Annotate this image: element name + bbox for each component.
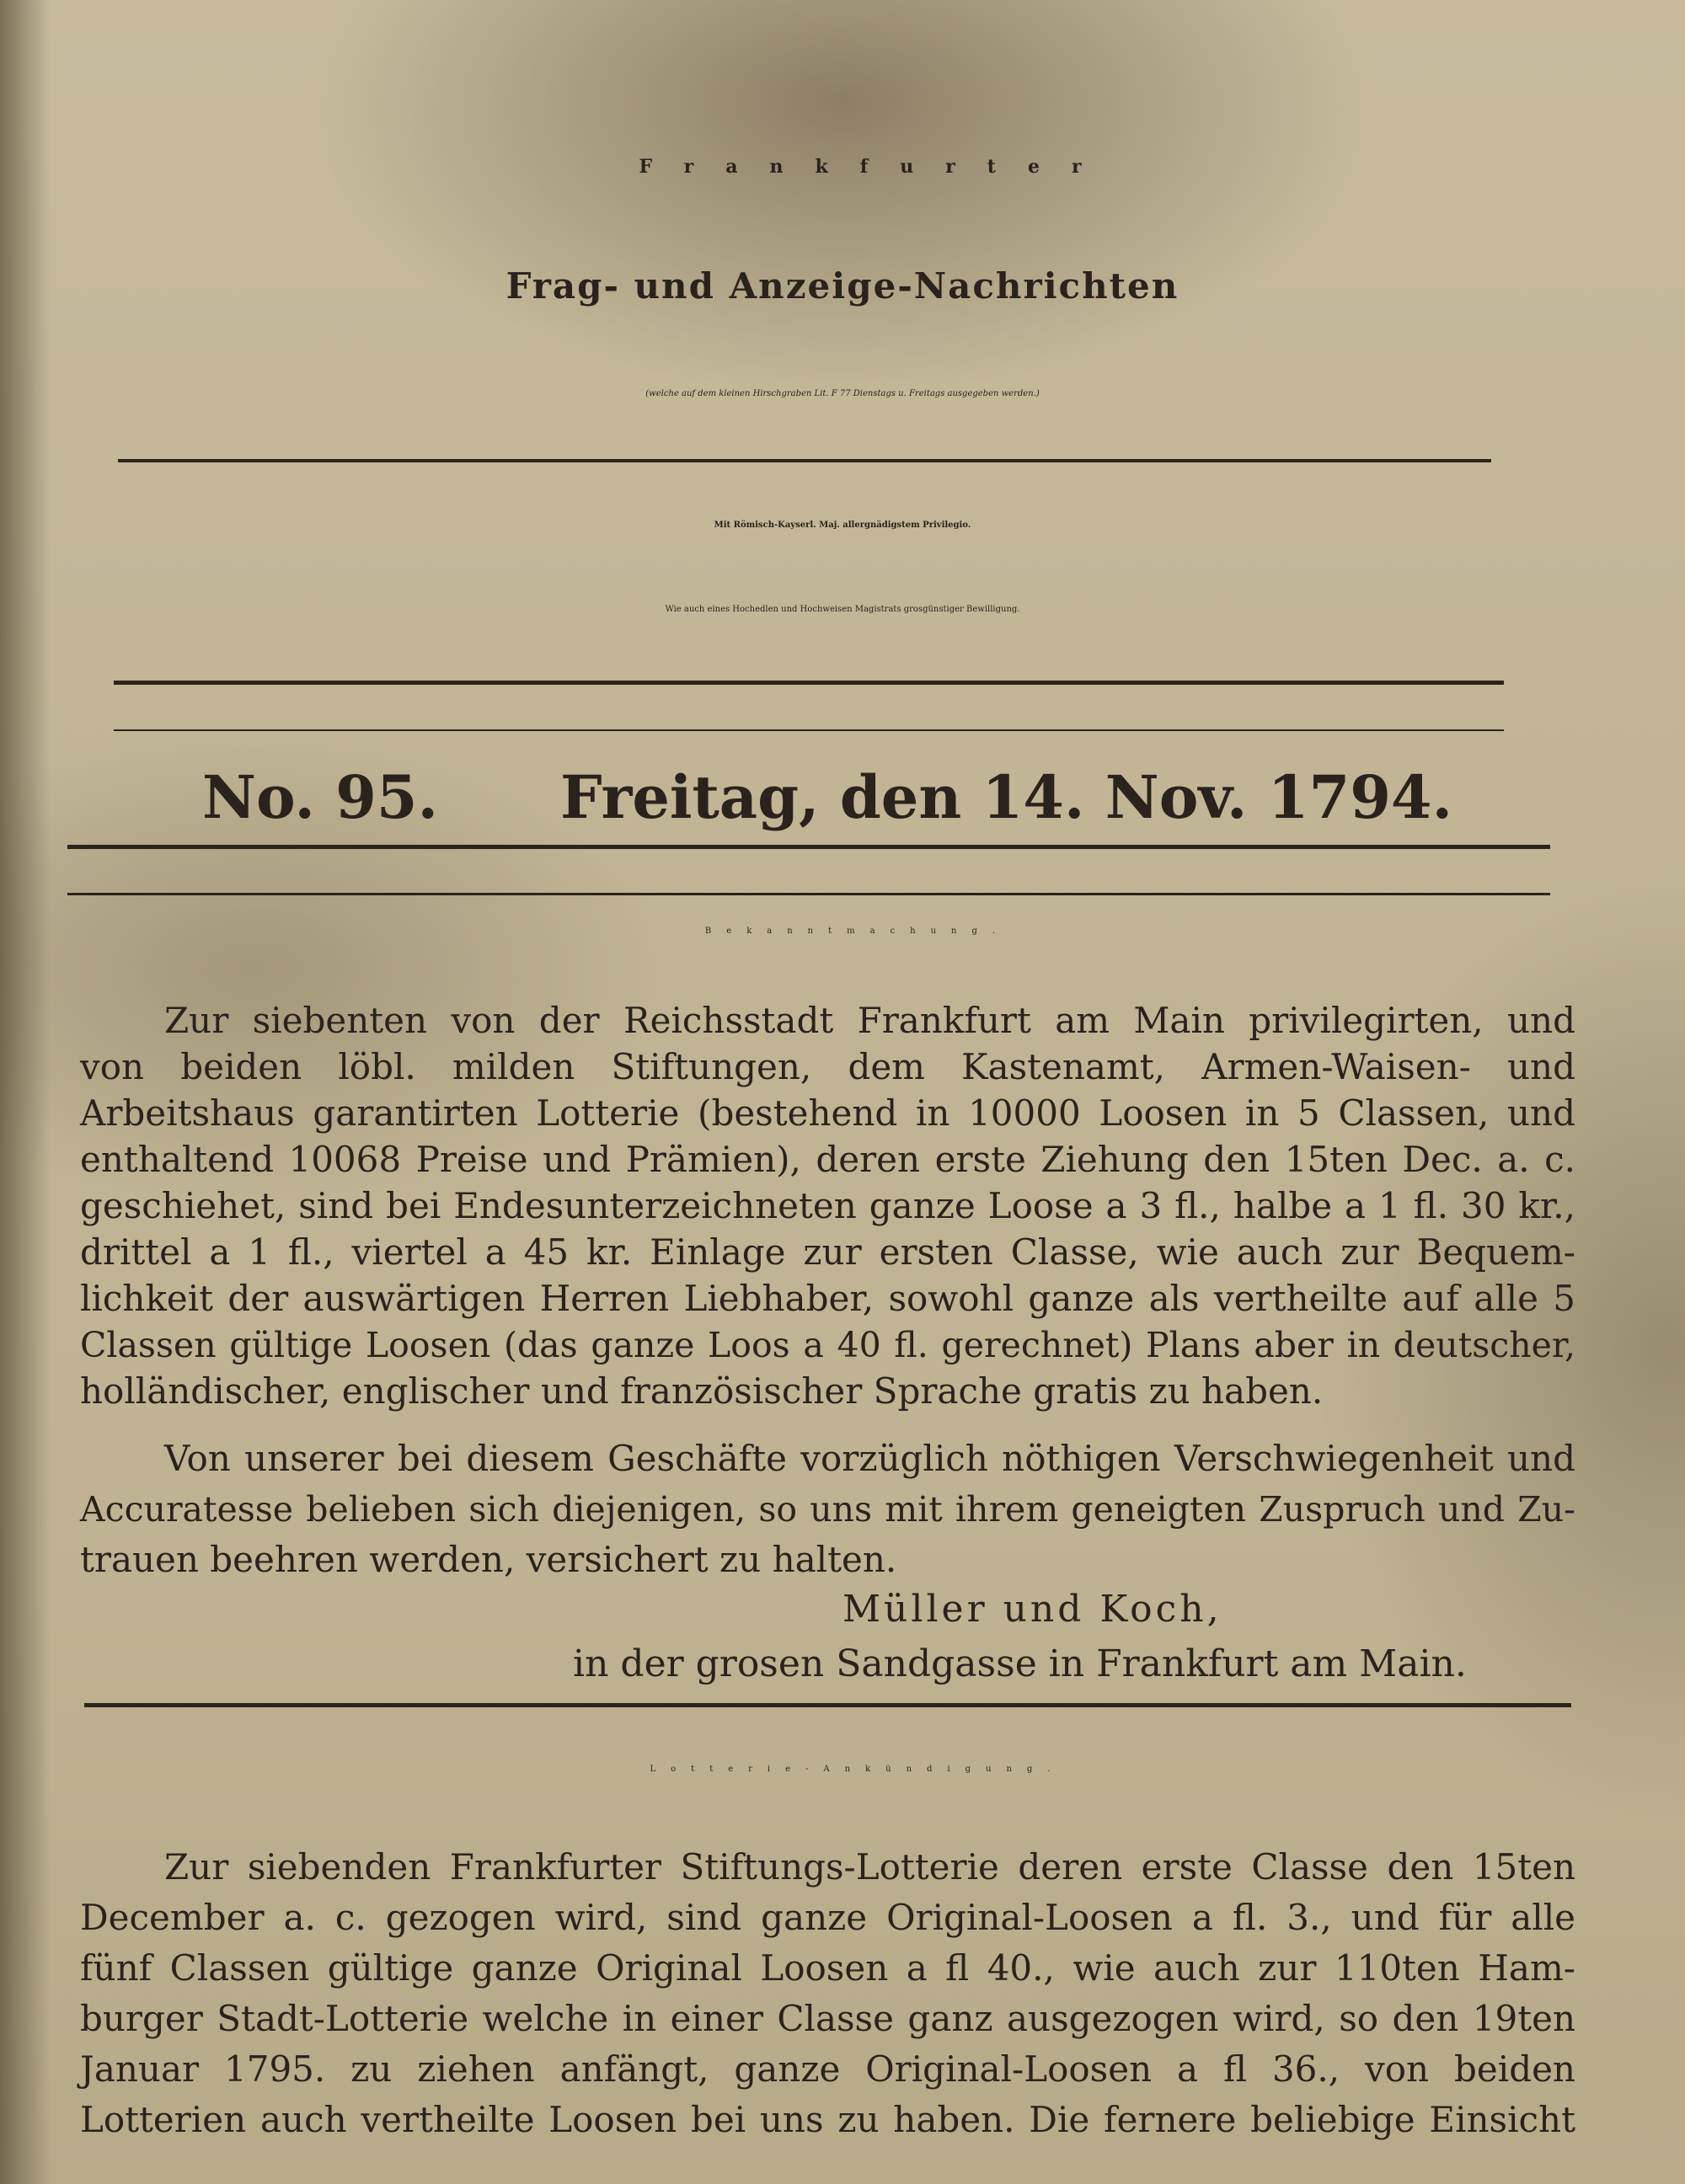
rule-above-issue <box>114 681 1504 685</box>
notice-1-heading: Bekanntmachung. <box>704 926 1011 936</box>
rule-between-notices <box>84 1703 1571 1707</box>
notice-1-line: lichkeit der auswärtigen Herren Liebhaber, sowohl ganze als vertheilte auf alle 5 <box>80 1278 1575 1319</box>
notice-2-line: December a. c. gezogen wird, sind ganze Original-Loosen a fl. 3., und für alle <box>80 1897 1575 1938</box>
rule-below-issue <box>67 845 1550 849</box>
notice-1-line: Arbeitshaus garantirten Lotterie (bestehend in 10000 Loosen in 5 Classen, und <box>80 1092 1575 1134</box>
notice-2-line: fünf Classen gültige ganze Original Loosen a fl 40., wie auch zur 110ten Ham- <box>80 1947 1575 1989</box>
notice-1-line: enthaltend 10068 Preise und Prämien), deren erste Ziehung den 15ten Dec. a. c. <box>80 1139 1575 1180</box>
signature-name: Müller und Koch, <box>842 1588 1222 1631</box>
notice-1-line: drittel a 1 fl., viertel a 45 kr. Einlage zur ersten Classe, wie auch zur Bequem- <box>80 1231 1575 1273</box>
notice-1-line: Zur siebenten von der Reichsstadt Frankfurt am Main privilegirten, und <box>164 1000 1575 1041</box>
notice-2-line: Lotterien auch vertheilte Loosen bei uns zu haben. Die fernere beliebige Einsicht <box>80 2099 1575 2140</box>
rule-below-issue-thin <box>67 893 1550 895</box>
signature-address: in der grosen Sandgasse in Frankfurt am Main. <box>573 1642 1467 1685</box>
issue-date: Freitag, den 14. Nov. 1794. <box>560 762 1452 832</box>
notice-1-line: geschiehet, sind bei Endesunterzeichneten ganze Loose a 3 fl., halbe a 1 fl. 30 kr., <box>80 1185 1575 1226</box>
privilege-line-2: Wie auch eines Hochedlen und Hochweisen Magistrats grosgünstiger Bewilligung. <box>665 605 1020 614</box>
notice-2-line: burger Stadt-Lotterie welche in einer Classe ganz ausgezogen wird, so den 19ten <box>80 1998 1575 2039</box>
notice-1-line: von beiden löbl. milden Stiftungen, dem Kastenamt, Armen-Waisen- und <box>80 1046 1575 1087</box>
rule-above-issue-thin <box>114 729 1504 731</box>
notice-1-line: trauen beehren werden, versichert zu halten. <box>80 1539 897 1580</box>
notice-1-line: Classen gültige Loosen (das ganze Loos a 40 fl. gerechnet) Plans aber in deutscher, <box>80 1325 1575 1365</box>
notice-1-line: Von unserer bei diesem Geschäfte vorzüglich nöthigen Verschwiegenheit und <box>164 1438 1575 1479</box>
issue-number: No. 95. <box>202 762 438 832</box>
masthead-subtitle: (welche auf dem kleinen Hirschgraben Lit. F 77 Dienstags u. Freitags ausgegeben werden.) <box>645 389 1040 398</box>
notice-1-line: Accuratesse belieben sich diejenigen, so uns mit ihrem geneigten Zuspruch und Zu- <box>80 1489 1575 1530</box>
notice-1-line: holländischer, englischer und französischer Sprache gratis zu haben. <box>80 1370 1324 1412</box>
rule-under-subtitle <box>118 459 1491 462</box>
privilege-line-1: Mit Römisch-Kayserl. Maj. allergnädigstem Privilegio. <box>714 521 971 530</box>
notice-2-line: Zur siebenden Frankfurter Stiftungs-Lotterie deren erste Classe den 15ten <box>164 1846 1575 1888</box>
masthead-title-city: Frankfurter <box>639 156 1114 178</box>
masthead-title: Frag- und Anzeige-Nachrichten <box>506 265 1180 307</box>
notice-2-heading: Lotterie-Ankündigung. <box>650 1765 1066 1774</box>
binding-shadow <box>0 0 51 2184</box>
notice-2-line: Januar 1795. zu ziehen anfängt, ganze Original-Loosen a fl 36., von beiden <box>80 2048 1575 2090</box>
